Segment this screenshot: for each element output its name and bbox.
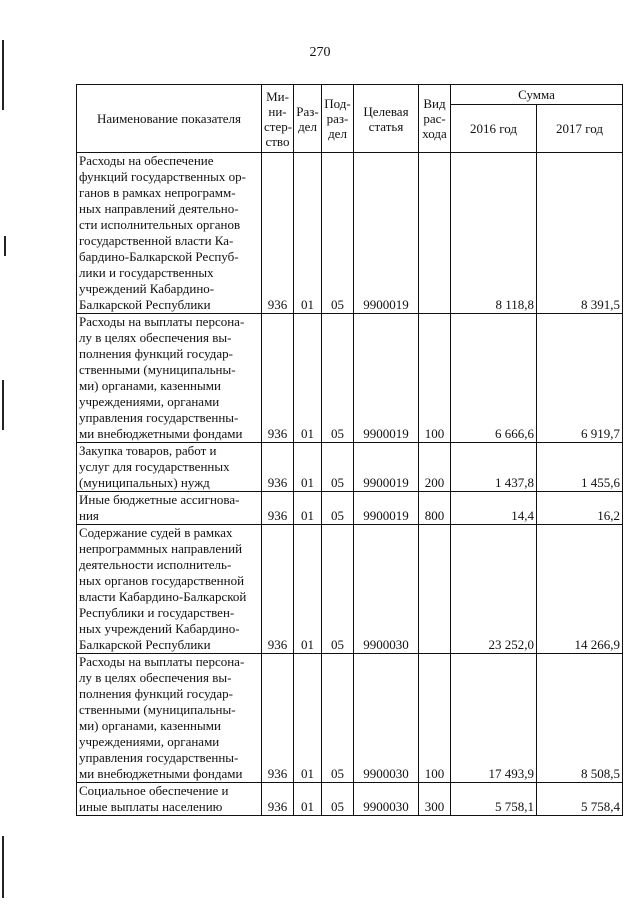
row-name: Расходы на выплаты персона- лу в целях обеспечения вы- полнения функций государ- ственными (муниципальны- ми) органами, казенными учреждениями, органами управления государственны- ми внебюджетными фондами — [77, 314, 262, 443]
row-subsection: 05 — [322, 153, 354, 314]
row-target: 9900019 — [354, 314, 419, 443]
row-name: Содержание судей в рамках непрограммных направлений деятельности исполнитель- ных органов государственной власти Кабардино-Балкарской Республики и государствен- ных учреждений Кабардино- Балкарской Республики — [77, 525, 262, 654]
table-row — [77, 314, 623, 443]
row-name: Расходы на обеспечение функций государственных ор- ганов в рамках непрограмм- ных направлений деятельно- сти исполнительных органов государственной власти Ка- бардино-Балкарской Респуб- лики и государственных учреждений Кабардино- Балкарской Республики — [77, 153, 262, 314]
table-row — [77, 492, 623, 525]
header-ministry: Ми- ни- стер- ство — [262, 85, 294, 153]
row-sum-2017: 8 391,5 — [537, 153, 623, 314]
row-subsection: 05 — [322, 654, 354, 783]
row-sum-2017: 14 266,9 — [537, 525, 623, 654]
row-name: Расходы на выплаты персона- лу в целях обеспечения вы- полнения функций государ- ственными (муниципальны- ми) органами, казенными учреждениями, органами управления государственны- ми внебюджетными фондами — [77, 654, 262, 783]
row-section: 01 — [294, 492, 322, 525]
row-sum-2017: 8 508,5 — [537, 654, 623, 783]
row-section: 01 — [294, 153, 322, 314]
table-row — [77, 443, 623, 492]
row-target: 9900019 — [354, 153, 419, 314]
row-ministry: 936 — [262, 443, 294, 492]
row-target: 9900030 — [354, 525, 419, 654]
row-ministry: 936 — [262, 783, 294, 816]
row-sum-2017: 5 758,4 — [537, 783, 623, 816]
row-expense-type — [419, 153, 451, 314]
row-section: 01 — [294, 525, 322, 654]
scan-mark — [4, 236, 6, 256]
row-sum-2016: 8 118,8 — [451, 153, 537, 314]
header-year-2016: 2016 год — [451, 105, 537, 153]
row-target: 9900030 — [354, 654, 419, 783]
header-subsection: Под- раз- дел — [322, 85, 354, 153]
row-target: 9900030 — [354, 783, 419, 816]
row-expense-type: 200 — [419, 443, 451, 492]
table-row — [77, 654, 623, 783]
row-subsection: 05 — [322, 525, 354, 654]
row-ministry: 936 — [262, 153, 294, 314]
scan-mark — [2, 380, 4, 430]
budget-table — [76, 84, 623, 816]
row-target: 9900019 — [354, 443, 419, 492]
row-section: 01 — [294, 654, 322, 783]
scan-mark — [2, 836, 4, 898]
row-name: Закупка товаров, работ и услуг для государственных (муниципальных) нужд — [77, 443, 262, 492]
row-subsection: 05 — [322, 783, 354, 816]
row-sum-2016: 6 666,6 — [451, 314, 537, 443]
header-year-2017: 2017 год — [537, 105, 623, 153]
row-sum-2017: 16,2 — [537, 492, 623, 525]
row-subsection: 05 — [322, 314, 354, 443]
row-sum-2017: 6 919,7 — [537, 314, 623, 443]
row-sum-2016: 17 493,9 — [451, 654, 537, 783]
row-section: 01 — [294, 314, 322, 443]
row-expense-type: 800 — [419, 492, 451, 525]
row-expense-type — [419, 525, 451, 654]
header-expense-type: Вид рас- хода — [419, 85, 451, 153]
row-expense-type: 300 — [419, 783, 451, 816]
row-expense-type: 100 — [419, 654, 451, 783]
row-sum-2016: 1 437,8 — [451, 443, 537, 492]
row-target: 9900019 — [354, 492, 419, 525]
row-expense-type: 100 — [419, 314, 451, 443]
row-name: Иные бюджетные ассигнова- ния — [77, 492, 262, 525]
scan-mark — [2, 40, 4, 110]
row-ministry: 936 — [262, 654, 294, 783]
row-sum-2017: 1 455,6 — [537, 443, 623, 492]
row-ministry: 936 — [262, 314, 294, 443]
table-row — [77, 153, 623, 314]
header-target: Целевая статья — [354, 85, 419, 153]
row-subsection: 05 — [322, 443, 354, 492]
table-row — [77, 783, 623, 816]
row-name: Социальное обеспечение и иные выплаты населению — [77, 783, 262, 816]
row-subsection: 05 — [322, 492, 354, 525]
row-section: 01 — [294, 443, 322, 492]
row-sum-2016: 5 758,1 — [451, 783, 537, 816]
header-name: Наименование показателя — [77, 85, 262, 153]
row-section: 01 — [294, 783, 322, 816]
row-sum-2016: 23 252,0 — [451, 525, 537, 654]
table-row — [77, 525, 623, 654]
row-ministry: 936 — [262, 492, 294, 525]
header-sum: Сумма — [451, 85, 623, 105]
page-number: 270 — [309, 45, 331, 60]
row-ministry: 936 — [262, 525, 294, 654]
row-sum-2016: 14,4 — [451, 492, 537, 525]
header-section: Раз- дел — [294, 85, 322, 153]
